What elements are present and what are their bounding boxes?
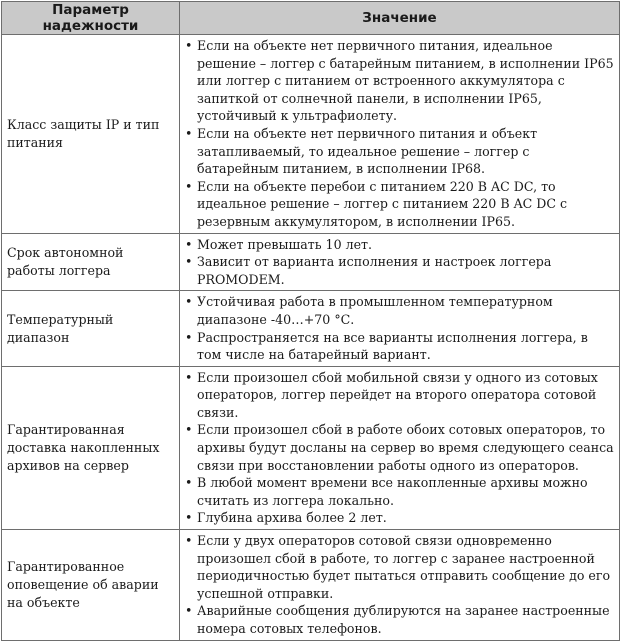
bullet-icon: •	[185, 475, 193, 491]
list-item-text: Если произошел сбой в работе обоих сотовых операторов, то архивы будут досланы на сервер во время следующего сеанса связи при восстановлении работы одного из операторов.	[197, 422, 614, 473]
bullet-icon: •	[185, 533, 193, 549]
list-item	[185, 421, 614, 474]
header-value: Значение	[180, 2, 620, 35]
bullet-icon: •	[185, 422, 193, 438]
bullet-icon: •	[185, 510, 193, 526]
list-item-text: Если на объекте перебои с питанием 220 В AC DC, то идеальное решение – логгер с питанием 220 В AC DC с резервным аккумулятором, в исполнении IP65.	[197, 178, 568, 229]
list-item-text: Если произошел сбой мобильной связи у одного из сотовых операторов, логгер перейдет на второго оператора сотовой связи.	[197, 369, 598, 420]
list-item-text: Может превышать 10 лет.	[197, 236, 373, 252]
reliability-table	[1, 1, 620, 641]
list-item	[185, 369, 614, 422]
list-item-text: Если на объекте нет первичного питания и объект затапливаемый, то идеальное решение – логгер с батарейным питанием, в исполнении IP68.	[197, 125, 538, 177]
header-param: Параметр надежности	[2, 2, 180, 35]
value-cell	[180, 366, 620, 529]
value-list	[185, 37, 614, 231]
table-row	[2, 35, 620, 234]
list-item	[185, 532, 614, 602]
list-item-text: Зависит от варианта исполнения и настроек логгера PROMODEM.	[197, 254, 552, 287]
list-item-text: Распространяется на все варианты исполнения логгера, в том числе на батарейный вариант.	[197, 329, 588, 363]
list-item-text: В любой момент времени все накопленные архивы можно считать из логгера локально.	[197, 475, 588, 508]
list-item-text: Если у двух операторов сотовой связи одновременно произошел сбой в работе, то логгер с заранее настроенной периодичностью будет пытаться отправить сообщение до его успешной отправки.	[197, 533, 611, 601]
list-item	[185, 178, 614, 231]
list-item	[185, 474, 614, 509]
value-cell	[180, 35, 620, 234]
list-item	[185, 236, 614, 254]
bullet-icon: •	[185, 603, 193, 619]
list-item	[185, 253, 614, 288]
list-item	[185, 125, 614, 178]
list-item-text: Аварийные сообщения дублируются на заранее настроенные номера сотовых телефонов.	[197, 603, 610, 636]
param-cell: Срок автономной работы логгера	[2, 233, 180, 291]
value-list	[185, 293, 614, 363]
bullet-icon: •	[185, 125, 193, 141]
list-item-text: Если на объекте нет первичного питания, идеальное решение – логгер с батарейным питанием, в исполнении IP65 или логгер с питанием от встроенного аккумулятора с запиткой от солнечной панели, в исполнении IP65, устойчивый к ультрафиолету.	[197, 38, 614, 124]
bullet-icon: •	[185, 369, 193, 385]
table-row	[2, 291, 620, 366]
bullet-icon: •	[185, 254, 193, 270]
bullet-icon: •	[185, 236, 193, 252]
bullet-icon: •	[185, 329, 193, 345]
list-item	[185, 602, 614, 637]
value-list	[185, 236, 614, 289]
value-list	[185, 369, 614, 527]
param-cell: Гарантированное оповещение об аварии на объекте	[2, 530, 180, 641]
param-cell: Температурный диапазон	[2, 291, 180, 366]
param-cell: Гарантированная доставка накопленных архивов на сервер	[2, 366, 180, 529]
param-cell: Класс защиты IP и тип питания	[2, 35, 180, 234]
value-list	[185, 532, 614, 638]
table-header-row	[2, 2, 620, 35]
bullet-icon: •	[185, 294, 193, 310]
table-row	[2, 233, 620, 291]
list-item	[185, 37, 614, 125]
table-row	[2, 366, 620, 529]
table-row	[2, 530, 620, 641]
list-item-text: Устойчивая работа в промышленном температурном диапазоне -40…+70 °С.	[197, 294, 553, 327]
list-item-text: Глубина архива более 2 лет.	[197, 510, 387, 526]
bullet-icon: •	[185, 38, 193, 53]
list-item	[185, 509, 614, 527]
list-item	[185, 293, 614, 328]
bullet-icon: •	[185, 178, 193, 194]
value-cell	[180, 530, 620, 641]
list-item	[185, 329, 614, 364]
value-cell	[180, 233, 620, 291]
value-cell	[180, 291, 620, 366]
